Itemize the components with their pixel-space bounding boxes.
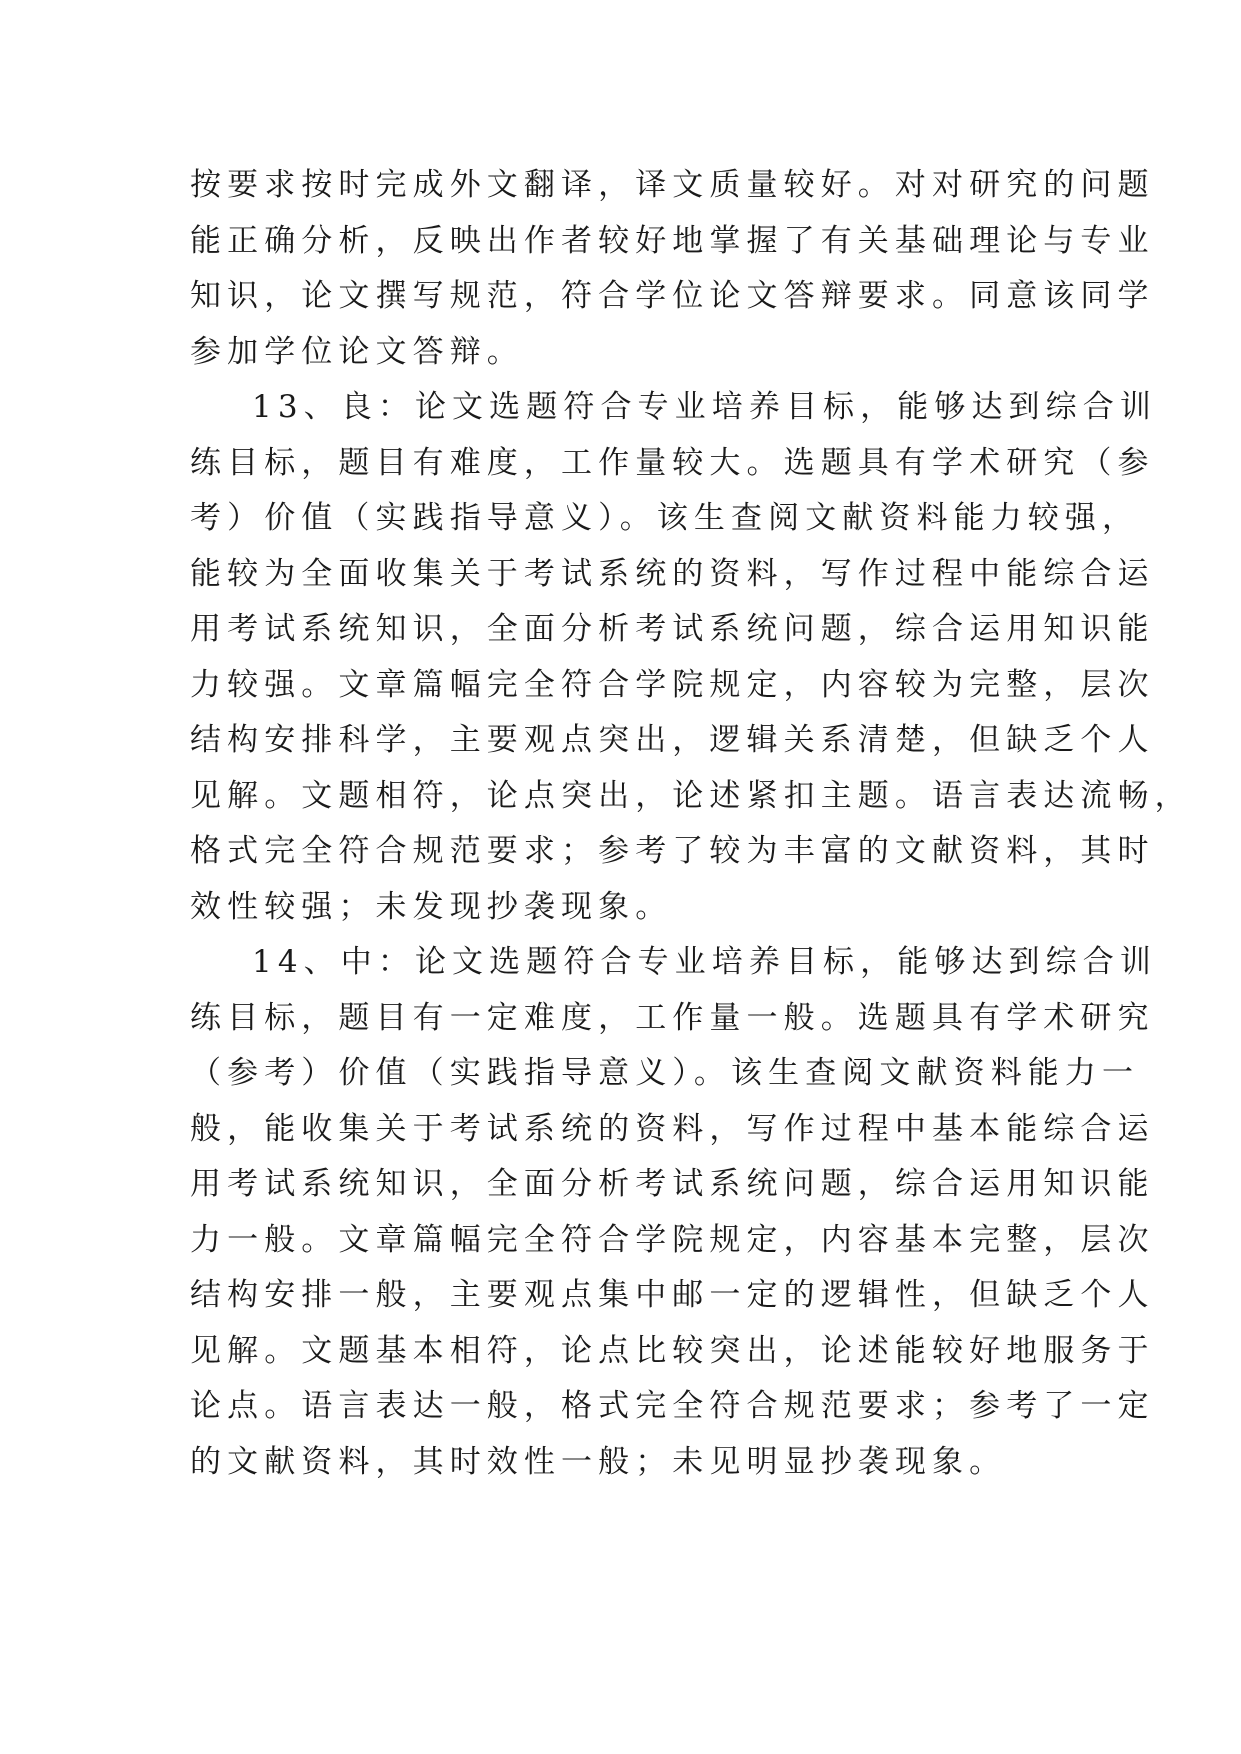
text-line: 结构安排科学，主要观点突出，逻辑关系清楚，但缺乏个人 xyxy=(190,722,1155,758)
text-line: 用考试系统知识，全面分析考试系统问题，综合运用知识能 xyxy=(190,611,1155,647)
text-line: 考）价值（实践指导意义）。该生查阅文献资料能力较强， xyxy=(190,500,1140,536)
text-line: 般，能收集关于考试系统的资料，写作过程中基本能综合运 xyxy=(190,1110,1155,1147)
text-line: 能正确分析，反映出作者较好地掌握了有关基础理论与专业 xyxy=(190,222,1155,259)
text-line: 力一般。文章篇幅完全符合学院规定，内容基本完整，层次 xyxy=(190,1221,1155,1258)
text-line: 见解。文题相符，论点突出，论述紧扣主题。语言表达流畅， xyxy=(190,777,1192,814)
text-line: 能较为全面收集关于考试系统的资料，写作过程中能综合运 xyxy=(190,555,1155,592)
text-line: 练目标，题目有难度，工作量较大。选题具有学术研究（参 xyxy=(190,444,1155,481)
text-line: 效性较强；未发现抄袭现象。 xyxy=(190,888,673,925)
text-line: 按要求按时完成外文翻译，译文质量较好。对对研究的问题 xyxy=(190,167,1155,203)
text-line: 练目标，题目有一定难度，工作量一般。选题具有学术研究 xyxy=(190,999,1155,1036)
text-line: 参加学位论文答辩。 xyxy=(190,333,524,370)
text-line: 的文献资料，其时效性一般；未见明显抄袭现象。 xyxy=(190,1443,1007,1480)
text-line: 格式完全符合规范要求；参考了较为丰富的文献资料，其时 xyxy=(190,833,1155,869)
text-line: 结构安排一般，主要观点集中邮一定的逻辑性，但缺乏个人 xyxy=(190,1277,1155,1313)
paragraph-14-first-line: 14、中：论文选题符合专业培养目标，能够达到综合训 xyxy=(252,944,1157,980)
text-line: 知识，论文撰写规范，符合学位论文答辩要求。同意该同学 xyxy=(190,278,1155,314)
document-body xyxy=(190,158,1192,1490)
text-line: （参考）价值（实践指导意义）。该生查阅文献资料能力一 xyxy=(190,1055,1140,1091)
paragraph-13-first-line: 13、良：论文选题符合专业培养目标，能够达到综合训 xyxy=(252,389,1157,425)
text-line: 用考试系统知识，全面分析考试系统问题，综合运用知识能 xyxy=(190,1166,1155,1202)
text-line: 见解。文题基本相符，论点比较突出，论述能较好地服务于 xyxy=(190,1332,1155,1369)
text-line: 力较强。文章篇幅完全符合学院规定，内容较为完整，层次 xyxy=(190,666,1155,703)
text-line: 论点。语言表达一般，格式完全符合规范要求；参考了一定 xyxy=(190,1388,1155,1424)
